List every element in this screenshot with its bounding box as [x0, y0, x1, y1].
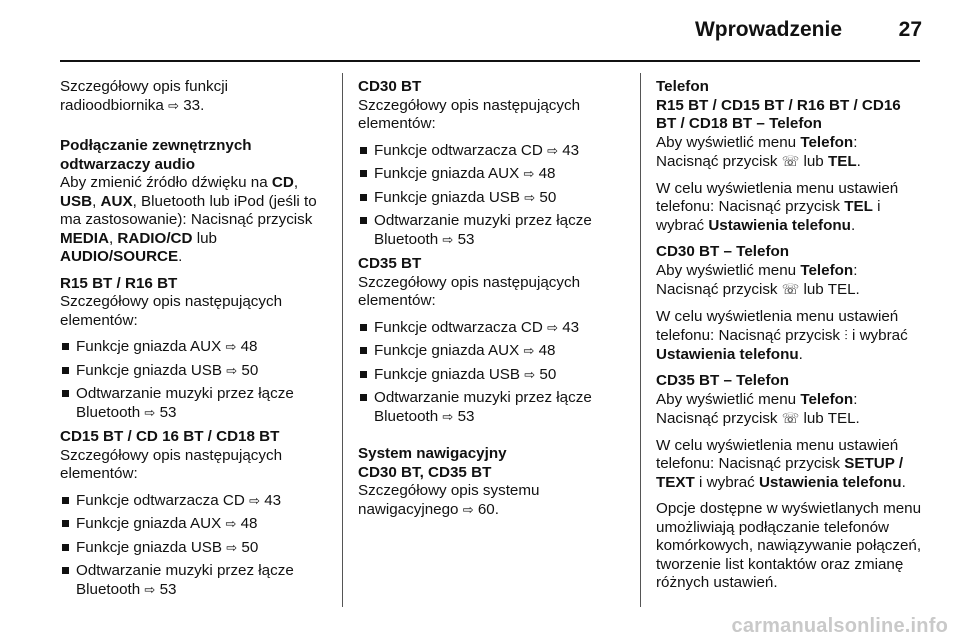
arrow-icon: ⇨: [168, 97, 179, 113]
page-ref-link[interactable]: 48: [538, 342, 556, 359]
page-ref-link[interactable]: 43: [562, 141, 580, 159]
page-ref-link[interactable]: 60.: [477, 500, 499, 518]
paragraph: Nacisnąć przycisk ☏ lub TEL.: [656, 153, 861, 170]
paragraph: Aby wyświetlić menu Telefon:: [656, 133, 858, 151]
list-item: Funkcje gniazda USB ⇨ 50: [60, 362, 328, 381]
page-number: 27: [898, 18, 922, 41]
paragraph: Szczegółowy opis następujących elementów:: [358, 273, 581, 309]
list-item: Funkcje odtwarzacza CD ⇨ 43: [358, 142, 626, 161]
menu-icon: ⫶: [844, 327, 848, 343]
page-ref-link[interactable]: 43: [562, 318, 580, 336]
list-item: Odtwarzanie muzyki przez łącze Bluetooth ⇨ 53: [60, 385, 328, 422]
arrow-icon: ⇨: [524, 189, 536, 205]
list-item: Funkcje gniazda USB ⇨ 50: [358, 189, 626, 208]
arrow-icon: ⇨: [442, 408, 454, 424]
column-1: [60, 78, 328, 604]
section-heading: CD15 BT / CD 16 BT / CD18 BT: [60, 428, 280, 445]
arrow-icon: ⇨: [547, 142, 558, 158]
list-item: Odtwarzanie muzyki przez łącze Bluetooth ⇨ 53: [60, 562, 328, 599]
bullet-list: [358, 319, 626, 427]
column-3: [656, 78, 924, 601]
paragraph: Opcje dostępne w wyświetlanych menu umożliwiają podłączanie telefonów komórkowych, nawiązywanie połączeń, tworzenie list kontaktów oraz zmianę różnych ustawień.: [656, 500, 922, 591]
list-item: Funkcje gniazda AUX ⇨ 48: [60, 338, 328, 357]
arrow-icon: ⇨: [225, 339, 237, 354]
paragraph: Nacisnąć przycisk ☏ lub TEL.: [656, 410, 860, 427]
section-heading: System nawigacyjny: [358, 445, 507, 462]
page-ref-link[interactable]: 48: [538, 165, 556, 182]
arrow-icon: ⇨: [226, 362, 238, 378]
paragraph: Aby wyświetlić menu Telefon:: [656, 390, 858, 408]
page-ref-link[interactable]: 53: [159, 403, 177, 421]
page-ref-link[interactable]: 53: [159, 580, 177, 598]
arrow-icon: ⇨: [524, 366, 536, 382]
page-ref-link[interactable]: 50: [539, 365, 557, 383]
paragraph: Szczegółowy opis następujących elementów:: [358, 96, 581, 132]
arrow-icon: ⇨: [225, 516, 237, 531]
arrow-icon: ⇨: [442, 231, 454, 247]
column-divider-2: [640, 73, 641, 607]
section-heading: Podłączanie zewnętrznych odtwarzaczy audio: [60, 137, 252, 173]
paragraph: W celu wyświetlenia menu ustawień telefonu: Nacisnąć przycisk SETUP / TEXT i wybrać Ustawienia telefonu.: [656, 436, 906, 491]
paragraph: Szczegółowy opis następujących elementów:: [60, 446, 283, 482]
page-ref-link[interactable]: 48: [240, 515, 258, 532]
arrow-icon: ⇨: [523, 343, 535, 358]
subsection-heading: R15 BT / CD15 BT / R16 BT / CD16 BT / CD18 BT – Telefon: [656, 96, 901, 132]
list-item: Odtwarzanie muzyki przez łącze Bluetooth ⇨ 53: [358, 389, 626, 426]
list-item: Funkcje odtwarzacza CD ⇨ 43: [60, 492, 328, 511]
paragraph: W celu wyświetlenia menu ustawień telefonu: Nacisnąć przycisk ⫶ i wybrać Ustawienia telefonu.: [656, 307, 908, 363]
page-ref-link[interactable]: 50: [241, 538, 259, 556]
bullet-list: [358, 142, 626, 250]
list-item: Odtwarzanie muzyki przez łącze Bluetooth ⇨ 53: [358, 212, 626, 249]
arrow-icon: ⇨: [523, 166, 535, 181]
bullet-list: [60, 492, 328, 600]
section-heading: Telefon: [656, 78, 709, 95]
column-2: [358, 78, 626, 527]
paragraph: Nacisnąć przycisk ☏ lub TEL.: [656, 281, 860, 298]
arrow-icon: ⇨: [144, 404, 156, 420]
paragraph: Aby zmienić źródło dźwięku na CD, USB, AUX, Bluetooth lub iPod (jeśli to ma zastosowanie): Nacisnąć przycisk MEDIA, RADIO/CD lub AUDIO/SOURCE.: [60, 174, 317, 265]
section-heading: R15 BT / R16 BT: [60, 274, 178, 292]
list-item: Funkcje gniazda AUX ⇨ 48: [358, 165, 626, 184]
page-header: [0, 0, 960, 60]
section-heading: CD30 BT: [358, 78, 422, 95]
arrow-icon: ⇨: [226, 539, 238, 555]
phone-icon: ☏: [781, 153, 800, 169]
column-divider-1: [342, 73, 343, 607]
subsection-heading: CD30 BT, CD35 BT: [358, 463, 492, 481]
list-item: Funkcje odtwarzacza CD ⇨ 43: [358, 319, 626, 338]
page-ref-link[interactable]: 33.: [183, 96, 205, 114]
page-ref-link[interactable]: 48: [240, 338, 258, 355]
page-ref-link[interactable]: 50: [539, 188, 557, 206]
paragraph: Szczegółowy opis następujących elementów:: [60, 293, 283, 329]
intro-paragraph: Szczegółowy opis funkcji radioodbiornika ⇨ 33.: [60, 78, 228, 114]
page-ref-link[interactable]: 50: [241, 361, 259, 379]
section-heading: CD35 BT: [358, 255, 422, 272]
arrow-icon: ⇨: [144, 581, 156, 597]
list-item: Funkcje gniazda USB ⇨ 50: [358, 366, 626, 385]
watermark: carmanualsonline.info: [731, 615, 948, 637]
list-item: Funkcje gniazda USB ⇨ 50: [60, 539, 328, 558]
arrow-icon: ⇨: [462, 501, 474, 517]
paragraph: W celu wyświetlenia menu ustawień telefonu: Nacisnąć przycisk TEL i wybrać Ustawienia telefonu.: [656, 179, 899, 234]
paragraph: Aby wyświetlić menu Telefon:: [656, 261, 858, 279]
phone-icon: ☏: [781, 281, 800, 297]
page-title: Wprowadzenie: [694, 18, 842, 41]
list-item: Funkcje gniazda AUX ⇨ 48: [60, 515, 328, 534]
subsection-heading: CD35 BT – Telefon: [656, 372, 790, 389]
list-item: Funkcje gniazda AUX ⇨ 48: [358, 342, 626, 361]
phone-icon: ☏: [781, 410, 800, 426]
page-ref-link[interactable]: 53: [457, 230, 475, 248]
arrow-icon: ⇨: [547, 319, 558, 335]
arrow-icon: ⇨: [249, 492, 260, 508]
page-ref-link[interactable]: 43: [264, 491, 282, 509]
header-rule: [60, 60, 920, 62]
subsection-heading: CD30 BT – Telefon: [656, 243, 790, 260]
bullet-list: [60, 338, 328, 422]
page-ref-link[interactable]: 53: [457, 407, 475, 425]
paragraph: Szczegółowy opis systemu nawigacyjnego ⇨ 60.: [358, 482, 540, 518]
